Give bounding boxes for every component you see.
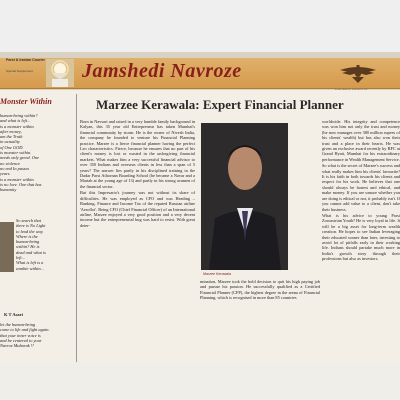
portrait-photo-drawing [201,123,288,270]
poem-line: left... [16,255,25,261]
article-headline: Marzee Kerawala: Expert Financial Planner [96,97,344,112]
column-divider [76,94,77,362]
poem-line: human-being within? [0,113,38,118]
portrait-photo [201,123,288,270]
poem-line: humanity [0,187,17,193]
poem-line: What is left is a [16,260,44,266]
poem-line: dead and what is [16,249,46,255]
poem-line: and be centered to your [0,337,42,343]
article-paragraph: mination, Marzee took the bold decision to quit his high paying job and pursue his passion. He successfully qualified as a Certified Financial Planner (CFP), the highest degree in the arena of Financial Planning, which is recognised in more than 85 countries [200,279,320,301]
banner-title: Jamshedi Navroze [82,60,242,82]
poem-line: come to life and fight again. [0,327,50,333]
article-column-1 [80,119,195,229]
poem-line: no violence [0,160,21,166]
poem-line: zombie within... [16,265,44,271]
poem-line: is a monster within. [0,123,35,129]
zoroaster-portrait-icon [46,59,74,87]
article-column-3 [322,119,400,263]
poem-line: and what is left... [0,118,31,124]
poem-line: human-being [16,239,40,245]
poem-line: years. [0,171,11,177]
poem-stanza-2 [16,218,72,271]
poem-title: Monster Within [0,97,52,106]
poem-line: in actuality [0,139,20,145]
poet-photo [0,222,14,272]
poem-line: after money, [0,128,22,134]
poem-author: K T Asari [4,312,23,317]
poem-line: let the human-being [0,322,36,327]
poem-line: So search that [16,218,41,223]
poem-line: Where is the [16,233,38,239]
poem-line: there is No Light [16,223,46,229]
article-paragraph: But this Impresario's journey was not without its share of difficulties. He was employed as CFO and was Heading – Banking, Finance and Income Tax of the reputed Russian airline 'Aeroflot'. Being CFO (Chief Financial Officer) of an International airline, Marzee enjoyed a very good position and a very decent income but the entrepreneurial bug was hard to resist. With great deter- [80,190,195,228]
poem-line: no end In passes [0,165,30,171]
poem-line: needs only greed. One [0,155,40,161]
photo-caption: Marzee Kerawala [203,272,231,276]
publication-name: Parsi & Iranian Courier [6,58,45,62]
poem-line: is a monster within. [0,176,35,182]
poem-line: Navroz Mubarak !! [0,343,34,349]
bottom-margin [0,362,400,400]
poem-line: am the Truth [0,134,23,140]
poem-line: is no love. One that has [0,181,42,187]
article-paragraph: Born in Navsari and raised in a very humble family background in Kalyan, this 35 year old Entrepreneur has taken Mumbai's financial community by storm. He is the owner of Nivesh India, the company he founded to venture his Financial Planning practice. Marzee is a fierce financial planner having the perfect Leo characteristics. Fierce, because he ensures that no part of his client's money is lost or wasted in the unforgiving financial markets. What makes him a very successful financial advisor to over 350 Indians and overseas clients in less than a span of 5 years? The answer lies partly in his disciplined training in the Dadar Parsi Athornan Boarding School (he became a Navar and a Martab at the young age of 13) and partly in his strong acumen of the financial sector. [80,119,195,189]
top-margin [0,0,400,52]
article-column-2 [200,279,320,302]
poem-line: to lead the way. [16,228,44,234]
poem-line: that your inner voice is [0,332,41,338]
poem-stanza-1 [0,113,72,192]
faravahar-emblem-icon [338,62,378,84]
supplement-label: Special Supplement [6,69,33,73]
article-paragraph: worldwide. His integrity and competence was won him not only the trust and money (he now manages over 380 million rupees of his clients' wealth) but has also won their trust and a place in their hearts. He was given an exclusive award recently by BFC at Grand Hyatt, Mumbai for his extraordinary performance in Wealth Management Service. [322,119,400,162]
article-paragraph: What is his advice to young Parsi Zoroastrian Youth? He is very loyal in life. It will be a big asset for long-term wealth creation. He hopes to see Indian leveraging their educated sooner than later, investing to avoid lot of pitfalls early in their working life. Indians should partake much more in India's growth story through their professions but also as investors. [322,212,400,262]
article-paragraph: So what is the secret of Marzee's success and what really makes him his clients' favourite? It is his faith in both towards his clients and respect for his work. He believes that one should always be honest and ethical, and make money. If you are unsure whether you are doing is ethical or not, it probably isn't. If you cannot add value to a client, don't take their business. [322,163,400,212]
poem-line: is monster within. [0,150,32,156]
poem-stanza-3 [0,322,72,348]
poem-line: within? He is [16,244,40,250]
poem-line: of One GOD. [0,144,24,150]
